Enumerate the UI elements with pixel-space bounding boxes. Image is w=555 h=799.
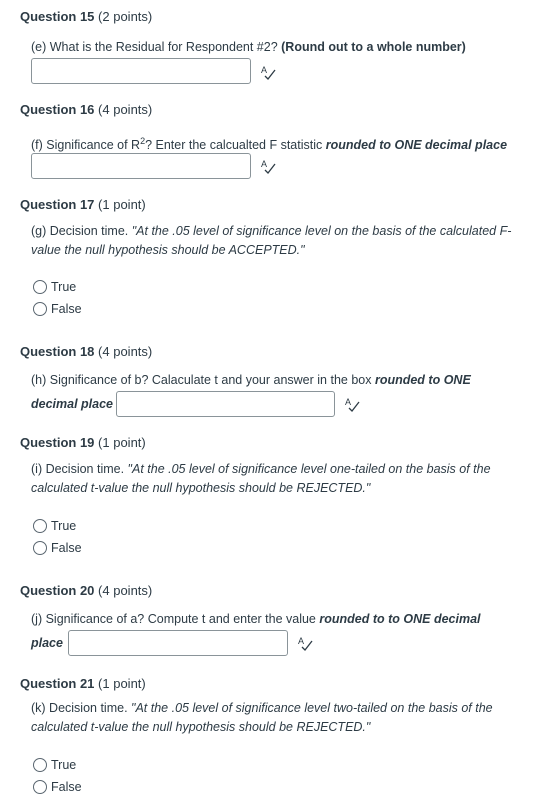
question-20-prompt-cont <box>31 634 71 653</box>
prompt-bold-italic: rounded to ONE <box>374 373 471 387</box>
question-title: Question 20 <box>20 583 95 598</box>
prompt-text: (f) Significance of R <box>31 138 141 153</box>
option-true[interactable] <box>33 755 76 775</box>
question-18-header <box>20 344 152 359</box>
answer-field[interactable] <box>32 154 250 178</box>
prompt-text: (h) Significance of b? Calaculate t and your answer in the box <box>31 373 375 387</box>
question-21-header <box>20 676 146 691</box>
answer-field[interactable] <box>117 392 334 416</box>
prompt-italic: "At the .05 level of significance level one-tailed on the basis of the calculated t-value the null hypothesis should be REJECTED." <box>31 462 491 495</box>
question-16-header <box>20 102 152 117</box>
spellcheck-icon[interactable] <box>260 158 276 174</box>
svg-text:A: A <box>345 397 352 407</box>
svg-text:A: A <box>298 636 305 646</box>
option-label: False <box>51 780 82 794</box>
question-points: (4 points) <box>98 583 153 598</box>
question-title: Question 18 <box>20 344 95 359</box>
option-false[interactable] <box>33 538 82 558</box>
prompt-text: (j) Significance of a? Compute t and enter the value <box>31 612 320 626</box>
radio-button[interactable] <box>33 280 47 294</box>
question-title: Question 15 <box>20 9 95 24</box>
question-16-prompt <box>31 132 541 155</box>
spellcheck-icon[interactable] <box>260 64 276 80</box>
svg-text:A: A <box>261 159 268 169</box>
option-label: False <box>51 541 82 555</box>
spellcheck-icon[interactable] <box>297 635 313 651</box>
prompt-text: (g) Decision time. <box>31 224 132 238</box>
option-false[interactable] <box>33 299 82 319</box>
question-points: (1 point) <box>98 676 146 691</box>
prompt-text: (i) Decision time. <box>31 462 128 476</box>
answer-field[interactable] <box>32 59 250 83</box>
question-title: Question 19 <box>20 435 95 450</box>
answer-input-q15[interactable] <box>31 58 251 84</box>
question-19-prompt <box>31 460 521 498</box>
question-15-header <box>20 9 152 24</box>
radio-button[interactable] <box>33 519 47 533</box>
question-15-prompt <box>31 38 521 57</box>
radio-button[interactable] <box>33 780 47 794</box>
radio-button[interactable] <box>33 541 47 555</box>
prompt-superscript: 2 <box>140 136 146 146</box>
question-18-prompt <box>31 371 531 390</box>
answer-input-q18[interactable] <box>116 391 335 417</box>
prompt-bold-italic: rounded to to ONE decimal <box>319 612 481 626</box>
prompt-text-2: ? Enter the calcualted F statistic <box>145 138 326 153</box>
question-20-prompt <box>31 610 531 629</box>
option-label: True <box>51 519 77 533</box>
prompt-bold-italic: rounded to ONE decimal place <box>325 138 508 153</box>
option-label: True <box>51 280 77 294</box>
question-17-header <box>20 197 146 212</box>
answer-input-q16[interactable] <box>31 153 251 179</box>
prompt-text: (e) What is the Residual for Respondent #2? <box>31 40 282 54</box>
prompt-italic: "At the .05 level of significance level two-tailed on the basis of the calculated t-value the null hypothesis should be REJECTED." <box>31 701 493 734</box>
prompt-bold: (Round out to a whole number) <box>281 40 466 54</box>
prompt-bold-italic-2: decimal place <box>31 397 113 411</box>
question-points: (4 points) <box>98 344 153 359</box>
answer-field[interactable] <box>69 631 287 655</box>
radio-button[interactable] <box>33 302 47 316</box>
question-19-header <box>20 435 146 450</box>
option-false[interactable] <box>33 777 82 797</box>
question-title: Question 17 <box>20 197 95 212</box>
option-true[interactable] <box>33 516 76 536</box>
question-20-header <box>20 583 152 598</box>
question-title: Question 21 <box>20 676 95 691</box>
question-21-prompt <box>31 699 526 737</box>
question-points: (2 points) <box>98 9 153 24</box>
prompt-italic: "At the .05 level of significance level on the basis of the calculated F-value the null hypothesis should be ACCEPTED." <box>31 224 512 257</box>
answer-input-q20[interactable] <box>68 630 288 656</box>
option-label: True <box>51 758 77 772</box>
question-title: Question 16 <box>20 102 95 117</box>
question-points: (4 points) <box>98 102 153 117</box>
svg-text:A: A <box>261 65 268 75</box>
radio-button[interactable] <box>33 758 47 772</box>
prompt-text: (k) Decision time. <box>31 701 132 715</box>
spellcheck-icon[interactable] <box>344 396 360 412</box>
option-label: False <box>51 302 82 316</box>
prompt-bold-italic-2: place <box>31 636 63 650</box>
question-points: (1 point) <box>98 435 146 450</box>
question-points: (1 point) <box>98 197 146 212</box>
question-17-prompt <box>31 222 521 260</box>
option-true[interactable] <box>33 277 76 297</box>
